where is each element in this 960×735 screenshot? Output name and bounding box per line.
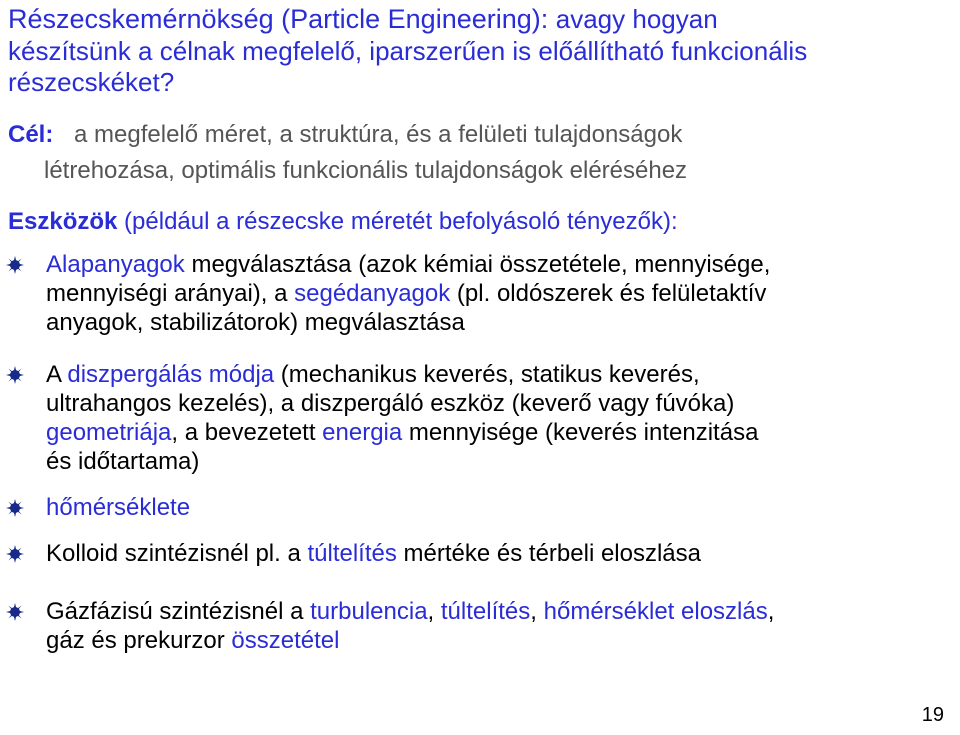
- bullet-text: [46, 493, 956, 522]
- geometry-term: geometriája: [46, 419, 172, 446]
- bullet-text: [46, 597, 956, 655]
- title-paren: (Particle Engineering):: [273, 4, 556, 34]
- bullet-text-part: mértéke és térbeli eloszlása: [396, 540, 701, 567]
- goal-label: Cél:: [8, 121, 54, 148]
- goal-line-1: a megfelelő méret, a struktúra, és a felületi tulajdonságok: [74, 121, 683, 148]
- auxiliary-materials-term: segédanyagok: [294, 280, 451, 307]
- goal-section: [8, 117, 953, 189]
- starburst-bullet-icon: [6, 256, 24, 274]
- slide-title: [8, 4, 953, 99]
- tools-rest: (például a részecske méretét befolyásoló tényezők):: [117, 208, 678, 235]
- bullet-text-part: Kolloid szintézisnél pl. a: [46, 540, 308, 567]
- supersaturation-term: túltelítés: [307, 540, 397, 567]
- temperature-term: hőmérséklete: [46, 494, 191, 521]
- dispersion-method-term: diszpergálás módja: [67, 361, 275, 388]
- bullet-text-part: mennyisége (keverés intenzitása: [402, 419, 759, 446]
- bullet-text-part: mennyiségi arányai), a: [46, 280, 295, 307]
- temperature-distribution-term: hőmérséklet eloszlás: [543, 598, 768, 625]
- bullet-text: [46, 250, 956, 337]
- bullet-text-part: Gázfázisú szintézisnél a: [46, 598, 311, 625]
- bullet-text-part: anyagok, stabilizátorok) megválasztása: [46, 309, 465, 336]
- bullet-text-part: (mechanikus keverés, statikus keverés,: [274, 361, 700, 388]
- supersaturation-term: túltelítés: [440, 598, 531, 625]
- goal-line-2: létrehozása, optimális funkcionális tulajdonságok eléréséhez: [44, 157, 688, 184]
- turbulence-term: turbulencia: [310, 598, 428, 625]
- bullet-text-part: ,: [767, 598, 775, 625]
- bullet-text-part: ,: [427, 598, 441, 625]
- title-rest: avagy hogyan: [555, 4, 718, 34]
- title-term: Részecskemérnökség: [8, 4, 274, 34]
- starburst-bullet-icon: [6, 545, 24, 563]
- energy-term: energia: [322, 419, 403, 446]
- bullet-text-part: ,: [530, 598, 544, 625]
- bullet-text-part: , a bevezetett: [171, 419, 323, 446]
- raw-materials-term: Alapanyagok: [46, 251, 185, 278]
- composition-term: összetétel: [231, 627, 340, 654]
- page-number: 19: [921, 704, 944, 726]
- bullet-text-part: gáz és prekurzor: [46, 627, 232, 654]
- starburst-bullet-icon: [6, 603, 24, 621]
- bullet-text-part: ultrahangos kezelés), a diszpergáló eszköz (keverő vagy fúvóka): [46, 390, 735, 417]
- bullet-text-part: A: [46, 361, 68, 388]
- starburst-bullet-icon: [6, 499, 24, 517]
- bullet-text-part: megválasztása (azok kémiai összetétele, mennyisége,: [184, 251, 771, 278]
- bullet-text-part: és időtartama): [46, 448, 200, 475]
- title-line-2: készítsünk a célnak megfelelő, iparszerűen is előállítható funkcionális: [8, 35, 808, 66]
- tools-label: Eszközök: [8, 208, 118, 235]
- starburst-bullet-icon: [6, 366, 24, 384]
- title-line-3: részecskéket?: [8, 67, 175, 97]
- tools-heading: [8, 204, 678, 240]
- bullet-text: [46, 539, 956, 568]
- bullet-text-part: (pl. oldószerek és felületaktív: [450, 280, 767, 307]
- bullet-text: [46, 360, 956, 476]
